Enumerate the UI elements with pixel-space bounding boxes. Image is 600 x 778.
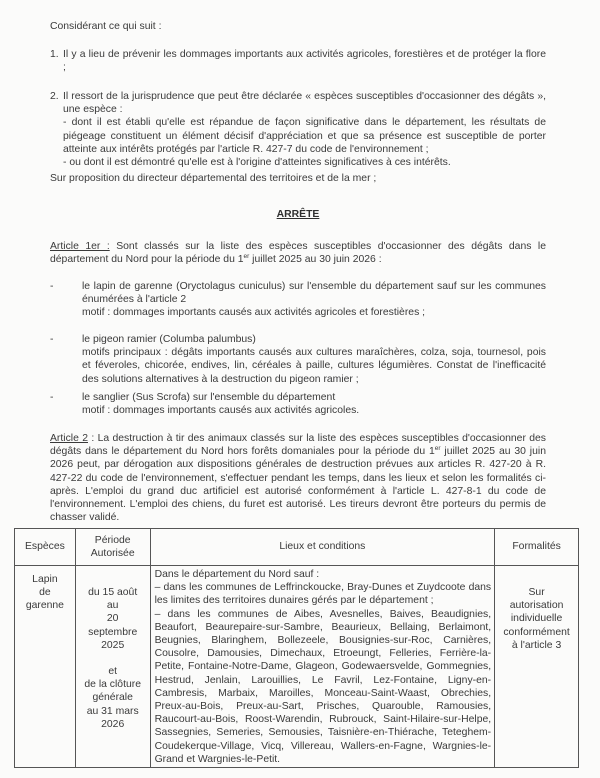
- bullet-motif: motif : dommages importants causés aux activités agricoles et forestières ;: [82, 307, 426, 319]
- bullet-species: le lapin de garenne (Oryctolagus cuniculus) sur l'ensemble du département sauf sur les communes énumérées à l'article 2: [82, 281, 546, 306]
- bullet-dash: -: [50, 334, 54, 345]
- cell-espece: Lapin de garenne: [15, 566, 76, 768]
- article-1-intro: Article 1er : Sont classés sur la liste des espèces susceptibles d'occasionner des dégâts dans le département du Nord pour la période du 1er juillet 2025 au 30 juin 2026 :: [50, 241, 546, 266]
- lieux-exception-2: – dans les communes de Aibes, Avesnelles, Baives, Beaudignies, Beaufort, Beaurepaire-sur-Sambre, Beaurieux, Bellaing, Berlaimont, Beugnies, Blaringhem, Bollezeele, Bousignies-sur-Roc, Carnières, Cousolre, Damousies, Dimechaux, Etroeungt, Felleries, Ferrière-la-Petite, Fontaine-Notre-Dame, Glageon, Godewaersvelde, Gommegnies, Hestrud, Jenlain, Larouillies, Le Favril, Lez-Fontaine, Ligny-en-Cambresis, Marbaix, Maroilles, Monceau-Saint-Waast, Obrechies, Preux-au-Bois, Preux-au-Sart, Prisches, Quarouble, Ramousies, Raucourt-au-Bois, Roost-Warendin, Rubrouck, Saint-Hilaire-sur-Helpe, Sassegnies, Semeries, Semousies, Taisnière-en-Thiérache, Teteghem-Coudekerque-Village, Vicq, Villereau, Wallers-en-Fagne, Wargnies-le-Grand et Wargnies-le-Petit.: [154, 608, 492, 765]
- header-formalites: Formalités: [495, 529, 579, 566]
- item-number: 1.: [50, 49, 59, 60]
- table-header-row: [15, 529, 579, 566]
- item-text: Il y a lieu de prévenir les dommages importants aux activités agricoles, forestières et de protéger la flore ;: [63, 49, 546, 74]
- cell-periode: du 15 août au 20 septembre 2025 et de la clôture générale au 31 mars 2026: [75, 566, 150, 768]
- item-text: Il ressort de la jurisprudence que peut être déclarée « espèces susceptibles d'occasionner des dégâts », une espèce :: [63, 91, 546, 116]
- item-sub-1: - dont il est établi qu'elle est répandue de façon significative dans le département, les résultats de piégeage constituent un élément décisif d'appréciation et que sa présence est susceptible de porter atteinte aux intérêts protégés par l'article R. 427-7 du code de l'environnement ;: [63, 117, 546, 155]
- bullet-dash: -: [50, 392, 54, 403]
- cell-lieux-conditions: [150, 566, 495, 768]
- considerant-item-1: [50, 48, 546, 74]
- item-sub-2: - ou dont il est démontré qu'elle est à l'origine d'atteintes significatives à ces intérêts.: [63, 157, 451, 169]
- table-row: [15, 566, 579, 768]
- proposition-text: Sur proposition du directeur départemental des territoires et de la mer ;: [50, 173, 377, 184]
- bullet-motif: motif : dommages importants causés aux activités agricoles.: [82, 405, 360, 417]
- bullet-motif: motifs principaux : dégâts importants causés aux cultures maraîchères, colza, soja, tournesol, pois et féveroles, chicorée, endives, lin, céréales à paille, cultures légumières. Constat de l'inefficacité des solutions alternatives à la destruction du pigeon ramier ;: [82, 347, 546, 385]
- cell-formalites: Sur autorisation individuelle conformément à l'article 3: [495, 566, 579, 768]
- article-1-label: Article 1er :: [50, 241, 110, 252]
- item-number: 2.: [50, 91, 59, 102]
- article-2-label: Article 2: [50, 433, 88, 444]
- bullet-species: le pigeon ramier (Columba palumbus): [82, 334, 256, 345]
- species-bullet-sanglier: [50, 391, 546, 417]
- lieux-intro: Dans le département du Nord sauf :: [154, 569, 320, 580]
- header-especes: Espèces: [15, 529, 76, 566]
- header-lieux: Lieux et conditions: [150, 529, 495, 566]
- bullet-dash: -: [50, 281, 54, 292]
- considerant-item-2: [50, 90, 546, 169]
- arrete-title: ARRÊTE: [276, 209, 320, 220]
- article-2-text: Article 2 : La destruction à tir des animaux classés sur la liste des espèces susceptibles d'occasionner des dégâts dans le département du Nord hors forêts domaniales pour la période du 1er juillet 2025 au 30 juin 2026 peut, par dérogation aux dispositions générales de destruction prévues aux articles R. 427-20 à R. 427-22 du code de l'environnement, s'effectuer pendant les temps, dans les lieux et selon les formalités ci-après. L'emploi du grand duc artificiel est autorisé conformément à l'article L. 427-8-1 du code de l'environnement. L'emploi des chiens, du furet est autorisé. Les tireurs devront être porteurs du permis de chasser validé.: [50, 433, 546, 524]
- considerant-intro: Considérant ce qui suit :: [50, 21, 162, 32]
- header-periode: Période Autorisée: [75, 529, 150, 566]
- species-bullet-pigeon: [50, 333, 546, 386]
- species-bullet-lapin: [50, 280, 546, 320]
- species-table: [14, 528, 579, 768]
- lieux-exception-1: – dans les communes de Leffrinckoucke, Bray-Dunes et Zuydcoote dans les limites des territoires dunaires gérés par le département ;: [154, 582, 492, 607]
- bullet-species: le sanglier (Sus Scrofa) sur l'ensemble du département: [82, 392, 336, 403]
